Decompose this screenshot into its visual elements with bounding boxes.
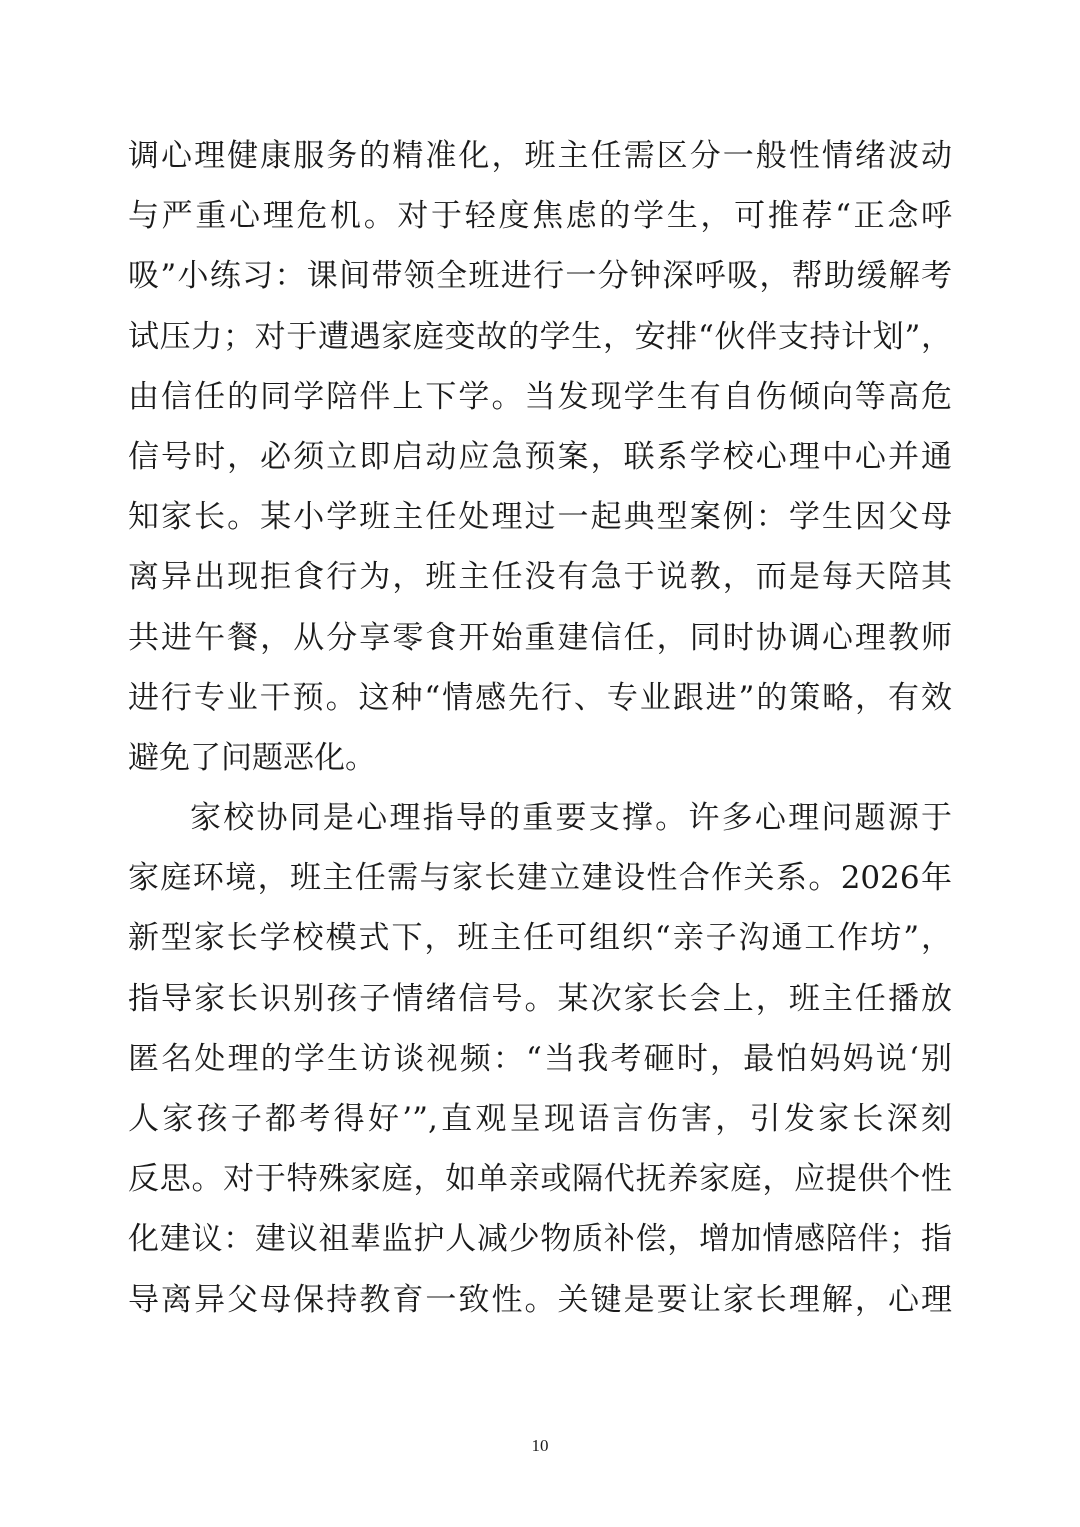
text-line: 由信任的同学陪伴上下学。当发现学生有自伤倾向等高危: [128, 378, 952, 415]
text-line: 吸”小练习：课间带领全班进行一分钟深呼吸，帮助缓解考: [128, 258, 952, 295]
text-line: 导离异父母保持教育一致性。关键是要让家长理解，心理: [128, 1281, 952, 1318]
text-line: 匿名处理的学生访谈视频：“当我考砸时，最怕妈妈说‘别: [128, 1040, 952, 1077]
text-line: 与严重心理危机。对于轻度焦虑的学生，可推荐“正念呼: [128, 198, 952, 235]
text-line: 避免了问题恶化。: [128, 739, 376, 776]
text-line: 化建议：建议祖辈监护人减少物质补偿，增加情感陪伴；指: [128, 1221, 952, 1258]
text-line: 新型家长学校模式下，班主任可组织“亲子沟通工作坊”，: [128, 920, 952, 957]
text-line: 家庭环境，班主任需与家长建立建设性合作关系。2026年: [128, 860, 952, 897]
text-line: 信号时，必须立即启动应急预案，联系学校心理中心并通: [128, 438, 952, 475]
page-number: 10: [531, 1436, 549, 1455]
text-line: 共进午餐，从分享零食开始重建信任，同时协调心理教师: [128, 619, 952, 656]
text-line: 离异出现拒食行为，班主任没有急于说教，而是每天陪其: [128, 559, 952, 596]
text-line: 进行专业干预。这种“情感先行、专业跟进”的策略，有效: [128, 679, 952, 716]
text-line: 试压力；对于遭遇家庭变故的学生，安排“伙伴支持计划”，: [128, 318, 952, 355]
text-line: 知家长。某小学班主任处理过一起典型案例：学生因父母: [128, 499, 952, 536]
paragraph-first-line: 家校协同是心理指导的重要支撑。许多心理问题源于: [190, 800, 952, 837]
text-line: 指导家长识别孩子情绪信号。某次家长会上，班主任播放: [128, 980, 952, 1017]
text-line: 反思。对于特殊家庭，如单亲或隔代抚养家庭，应提供个性: [128, 1161, 952, 1198]
body-text: [128, 126, 952, 1330]
text-line: 调心理健康服务的精准化，班主任需区分一般性情绪波动: [128, 138, 952, 174]
text-line: 人家孩子都考得好’”,直观呈现语言伤害，引发家长深刻: [128, 1101, 952, 1137]
